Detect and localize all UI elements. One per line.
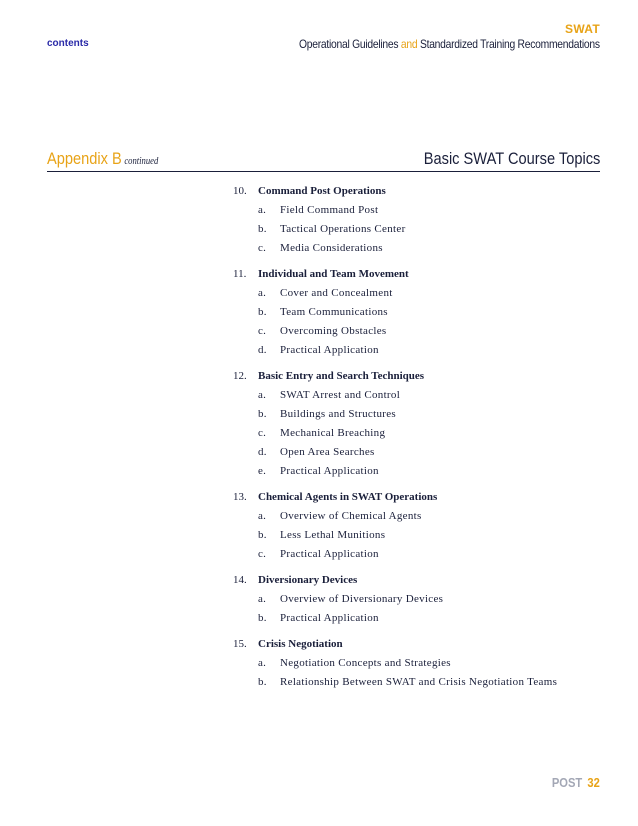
subtopic-letter: d. (258, 344, 267, 356)
contents-link[interactable]: contents (47, 38, 89, 49)
topic-heading (233, 637, 603, 651)
subtitle-part2: Standardized Training Recommendations (420, 37, 600, 51)
topic-heading (233, 490, 603, 504)
subtopic-text: Tactical Operations Center (280, 223, 406, 235)
subtopic-text: Negotiation Concepts and Strategies (280, 657, 451, 669)
subtopic-list (233, 388, 603, 478)
topic-title: Individual and Team Movement (258, 268, 409, 280)
document-subtitle (299, 37, 600, 51)
subtopic-item (233, 407, 603, 421)
topic-title: Diversionary Devices (258, 574, 358, 586)
subtopic-text: Less Lethal Munitions (280, 529, 386, 541)
topic-number: 14. (233, 574, 247, 586)
subtopic-item (233, 445, 603, 459)
subtopic-letter: b. (258, 612, 267, 624)
subtopic-list (233, 286, 603, 357)
subtopic-item (233, 305, 603, 319)
appendix-label (47, 149, 158, 169)
subtopic-letter: b. (258, 529, 267, 541)
subtopic-letter: a. (258, 287, 267, 299)
subtopic-item (233, 343, 603, 357)
subtopic-item (233, 656, 603, 670)
subtopic-letter: b. (258, 408, 267, 420)
subtopic-item (233, 426, 603, 440)
subtopic-list (233, 509, 603, 561)
subtopic-letter: a. (258, 593, 267, 605)
page-footer (552, 775, 600, 790)
subtopic-item (233, 509, 603, 523)
subtopic-list (233, 592, 603, 625)
subtopic-letter: b. (258, 306, 267, 318)
topic-title: Chemical Agents in SWAT Operations (258, 491, 438, 503)
subtopic-text: Team Communications (280, 306, 388, 318)
subtopic-text: Relationship Between SWAT and Crisis Negotiation Teams (280, 676, 558, 688)
subtopic-text: Overview of Chemical Agents (280, 510, 422, 522)
topic-item (233, 184, 603, 255)
footer-org: POST (551, 775, 583, 790)
subtopic-letter: a. (258, 389, 267, 401)
subtopic-text: Cover and Concealment (280, 287, 393, 299)
topic-item (233, 490, 603, 561)
topic-number: 13. (233, 491, 247, 503)
subtopic-text: Practical Application (280, 612, 379, 624)
topic-heading (233, 267, 603, 281)
topic-number: 12. (233, 370, 247, 382)
topic-number: 10. (233, 185, 247, 197)
topic-number: 15. (233, 638, 247, 650)
subtopic-item (233, 547, 603, 561)
page-number: 32 (587, 775, 600, 790)
topic-item (233, 369, 603, 478)
subtopic-letter: a. (258, 657, 267, 669)
topic-heading (233, 369, 603, 383)
subtopic-item (233, 203, 603, 217)
section-header (47, 147, 600, 172)
subtopic-item (233, 675, 603, 689)
subtopic-text: Buildings and Structures (280, 408, 396, 420)
subtopic-letter: c. (258, 427, 267, 439)
subtopic-text: Practical Application (280, 548, 379, 560)
subtopic-text: Mechanical Breaching (280, 427, 386, 439)
continued-label: continued (124, 156, 159, 167)
topic-item (233, 267, 603, 357)
subtopic-letter: c. (258, 242, 267, 254)
subtopic-letter: d. (258, 446, 267, 458)
subtopic-letter: a. (258, 204, 267, 216)
subtopic-letter: e. (258, 465, 267, 477)
subtopic-letter: b. (258, 676, 267, 688)
topic-item (233, 637, 603, 689)
subtopic-letter: c. (258, 548, 267, 560)
topic-title: Command Post Operations (258, 185, 386, 197)
brand-title: SWAT (565, 22, 600, 36)
subtopic-item (233, 222, 603, 236)
subtopic-list (233, 656, 603, 689)
topic-title: Basic Entry and Search Techniques (258, 370, 425, 382)
subtopic-item (233, 324, 603, 338)
subtopic-text: Practical Application (280, 344, 379, 356)
subtopic-letter: a. (258, 510, 267, 522)
topic-heading (233, 184, 603, 198)
topic-heading (233, 573, 603, 587)
section-title: Basic SWAT Course Topics (423, 149, 600, 168)
subtopic-item (233, 464, 603, 478)
subtopic-text: SWAT Arrest and Control (280, 389, 401, 401)
topic-title: Crisis Negotiation (258, 638, 343, 650)
subtopic-list (233, 203, 603, 255)
subtopic-item (233, 241, 603, 255)
subtopic-text: Media Considerations (280, 242, 383, 254)
subtitle-accent: and (401, 37, 418, 51)
subtopic-text: Open Area Searches (280, 446, 375, 458)
subtopic-text: Practical Application (280, 465, 379, 477)
subtopic-item (233, 528, 603, 542)
subtopic-text: Overcoming Obstacles (280, 325, 387, 337)
subtopic-item (233, 592, 603, 606)
subtopic-text: Field Command Post (280, 204, 379, 216)
subtopic-item (233, 388, 603, 402)
topic-number: 11. (233, 268, 247, 280)
subtopic-letter: b. (258, 223, 267, 235)
topic-list (233, 184, 603, 701)
topic-item (233, 573, 603, 625)
subtopic-item (233, 286, 603, 300)
subtitle-part1: Operational Guidelines (299, 37, 399, 51)
subtopic-text: Overview of Diversionary Devices (280, 593, 444, 605)
appendix-name: Appendix B (47, 149, 122, 168)
subtopic-item (233, 611, 603, 625)
subtopic-letter: c. (258, 325, 267, 337)
